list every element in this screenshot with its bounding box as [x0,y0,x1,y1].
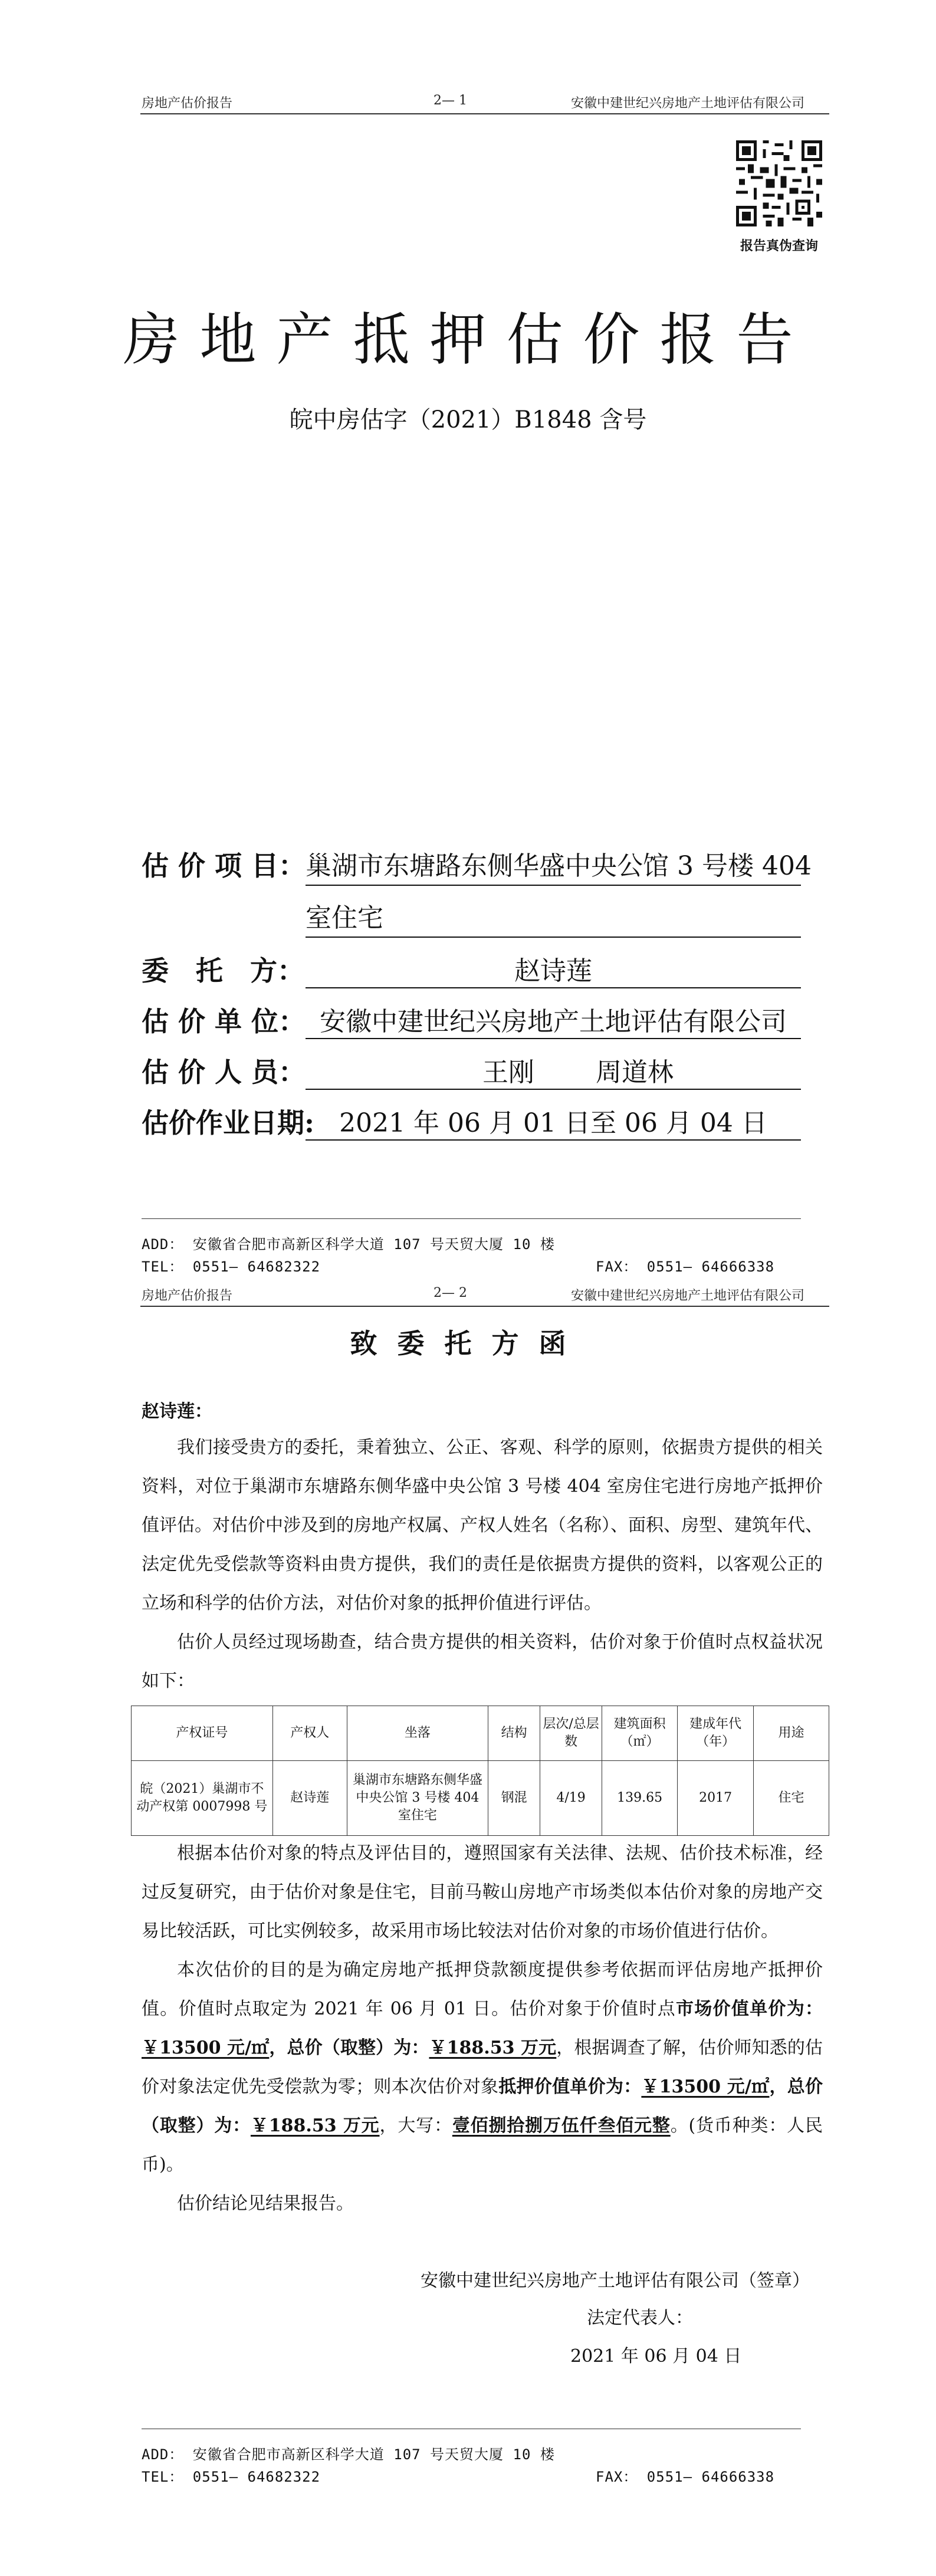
field-label-unit: 估 价 单 位： [142,1006,306,1037]
p4-market-unit-label: 市场价值单价为： [675,1999,823,2019]
paragraph-4 [142,1951,823,2184]
report-title: 房地产抵押估价报告 [123,307,813,373]
page1-header-left: 房地产估价报告 [142,96,233,111]
page1-header-page: 2— 1 [433,93,467,108]
th-area: 建筑面积（㎡） [602,1706,678,1761]
td-location: 巢湖市东塘路东侧华盛中央公馆 3 号楼 404 室住宅 [347,1761,488,1836]
signature-company: 安徽中建世纪兴房地产土地评估有限公司（签章） [421,2271,810,2291]
p4-text-1: 本次估价的目的是为确定房地产抵押贷款额度提供参考依据而评估房地产抵押价值。价值时点取定为 2021 年 06 月 01 日。估价对象于价值时点 [142,1960,823,2019]
p4-mortgage-total-label: ，总价（取整）为： [142,2076,823,2136]
page1-footer-tel: TEL： 0551— 64682322 [142,1259,321,1275]
table-row [132,1761,829,1836]
th-owner: 产权人 [272,1706,347,1761]
underline-project-2 [306,937,801,938]
th-year: 建成年代（年） [678,1706,753,1761]
paragraph-2: 估价人员经过现场勘查，结合贵方提供的相关资料，估价对象于价值时点权益状况如下： [142,1632,823,1691]
underline-unit [306,1038,801,1039]
underline-appraisers [306,1089,801,1090]
table-header-row [132,1706,829,1761]
letter-body-top [142,1428,823,1701]
p4-text-4: 。(货币种类：人民币)。 [142,2115,823,2175]
page1-header-right: 安徽中建世纪兴房地产土地评估有限公司 [571,96,805,111]
field-value-appraiser-b: 周道林 [596,1057,674,1087]
field-value-date: 2021 年 06 月 01 日至 06 月 04 日 [339,1108,767,1138]
underline-date [306,1139,801,1141]
th-location: 坐落 [347,1706,488,1761]
td-area: 139.65 [602,1761,678,1836]
p4-market-total: ￥188.53 万元 [429,2038,557,2058]
report-number: 皖中房估字（2021）B1848 含号 [289,406,647,433]
signature-date: 2021 年 06 月 04 日 [570,2346,742,2367]
paragraph-5: 估价结论见结果报告。 [177,2193,354,2214]
field-value-appraiser-a: 王刚 [482,1057,534,1087]
th-floor: 层次/总层数 [540,1706,602,1761]
field-value-project-line1: 巢湖市东塘路东侧华盛中央公馆 3 号楼 404 [306,851,812,881]
p4-amount-words: 壹佰捌拾捌万伍仟叁佰元整 [452,2115,671,2136]
td-structure: 钢混 [488,1761,540,1836]
page2-footer-address: ADD： 安徽省合肥市高新区科学大道 107 号天贸大厦 10 楼 [142,2446,555,2463]
property-table [131,1706,829,1836]
td-year: 2017 [678,1761,753,1836]
field-value-client: 赵诗莲 [514,956,592,986]
td-cert: 皖（2021）巢湖市不动产权第 0007998 号 [132,1761,273,1836]
letter-title: 致委托方函 [350,1328,586,1359]
page2-header-left: 房地产估价报告 [142,1289,233,1303]
paragraph-1: 我们接受贵方的委托，秉着独立、公正、客观、科学的原则，依据贵方提供的相关资料，对位于巢湖市东塘路东侧华盛中央公馆 3 号楼 404 室房住宅进行房地产抵押价值评估。对估价中涉及到的房地产权属、产权人姓名（名称）、面积、房型、建筑年代、法定优先受偿款等资料由贵方提供，我们的责任是依据贵方提供的资料，以客观公正的立场和科学的估价方法，对估价对象的抵押价值进行评估。 [142,1437,823,1614]
field-value-project-line2: 室住宅 [306,903,383,933]
page2-header-page: 2— 2 [433,1286,467,1300]
field-label-project: 估 价 项 目： [142,850,306,882]
p4-market-unit-price: ￥13500 元/㎡ [142,2038,270,2058]
p4-mortgage-total: ￥188.53 万元 [250,2115,380,2136]
td-owner: 赵诗莲 [272,1761,347,1836]
p4-text-3: ，大写： [379,2115,452,2136]
page1-header-rule [140,113,829,114]
page2-header-rule [140,1306,829,1307]
th-cert: 产权证号 [132,1706,273,1761]
field-label-appraisers: 估 价 人 员： [142,1056,306,1088]
td-use: 住宅 [753,1761,829,1836]
field-value-unit: 安徽中建世纪兴房地产土地评估有限公司 [320,1007,787,1037]
field-label-date: 估价作业日期: [142,1107,314,1139]
p4-mortgage-unit-price: ￥13500 元/㎡ [641,2076,770,2097]
th-use: 用途 [753,1706,829,1761]
underline-client [306,987,801,988]
letter-body-bottom [142,1834,823,2223]
qr-label: 报告真伪查询 [740,238,818,254]
qr-code-icon [736,140,822,226]
p4-mortgage-unit-label: 抵押价值单价为： [498,2076,642,2097]
page1-footer-fax: FAX： 0551— 64666338 [596,1259,775,1275]
p4-text-2: ，根据调查了解，估价师知悉的估价对象法定优先受偿款为零；则本次估价对象 [142,2038,823,2097]
signature-representative: 法定代表人： [587,2308,693,2328]
salutation: 赵诗莲： [142,1401,212,1422]
p4-market-total-label: ，总价（取整）为： [269,2038,429,2058]
paragraph-3: 根据本估价对象的特点及评估目的，遵照国家有关法律、法规、估价技术标准，经过反复研究，由于估价对象是住宅，目前马鞍山房地产市场类似本估价对象的房地产交易比较活跃，可比实例较多，故采用市场比较法对估价对象的市场价值进行估价。 [142,1843,823,1941]
page2-header-right: 安徽中建世纪兴房地产土地评估有限公司 [571,1289,805,1303]
td-floor: 4/19 [540,1761,602,1836]
page1-footer-rule [142,1218,801,1219]
page2-footer-fax: FAX： 0551— 64666338 [596,2469,775,2485]
page2-footer-tel: TEL： 0551— 64682322 [142,2469,321,2485]
underline-project-1 [306,885,801,886]
page1-footer-address: ADD： 安徽省合肥市高新区科学大道 107 号天贸大厦 10 楼 [142,1236,555,1253]
th-structure: 结构 [488,1706,540,1761]
field-label-client: 委 托 方： [142,955,304,987]
